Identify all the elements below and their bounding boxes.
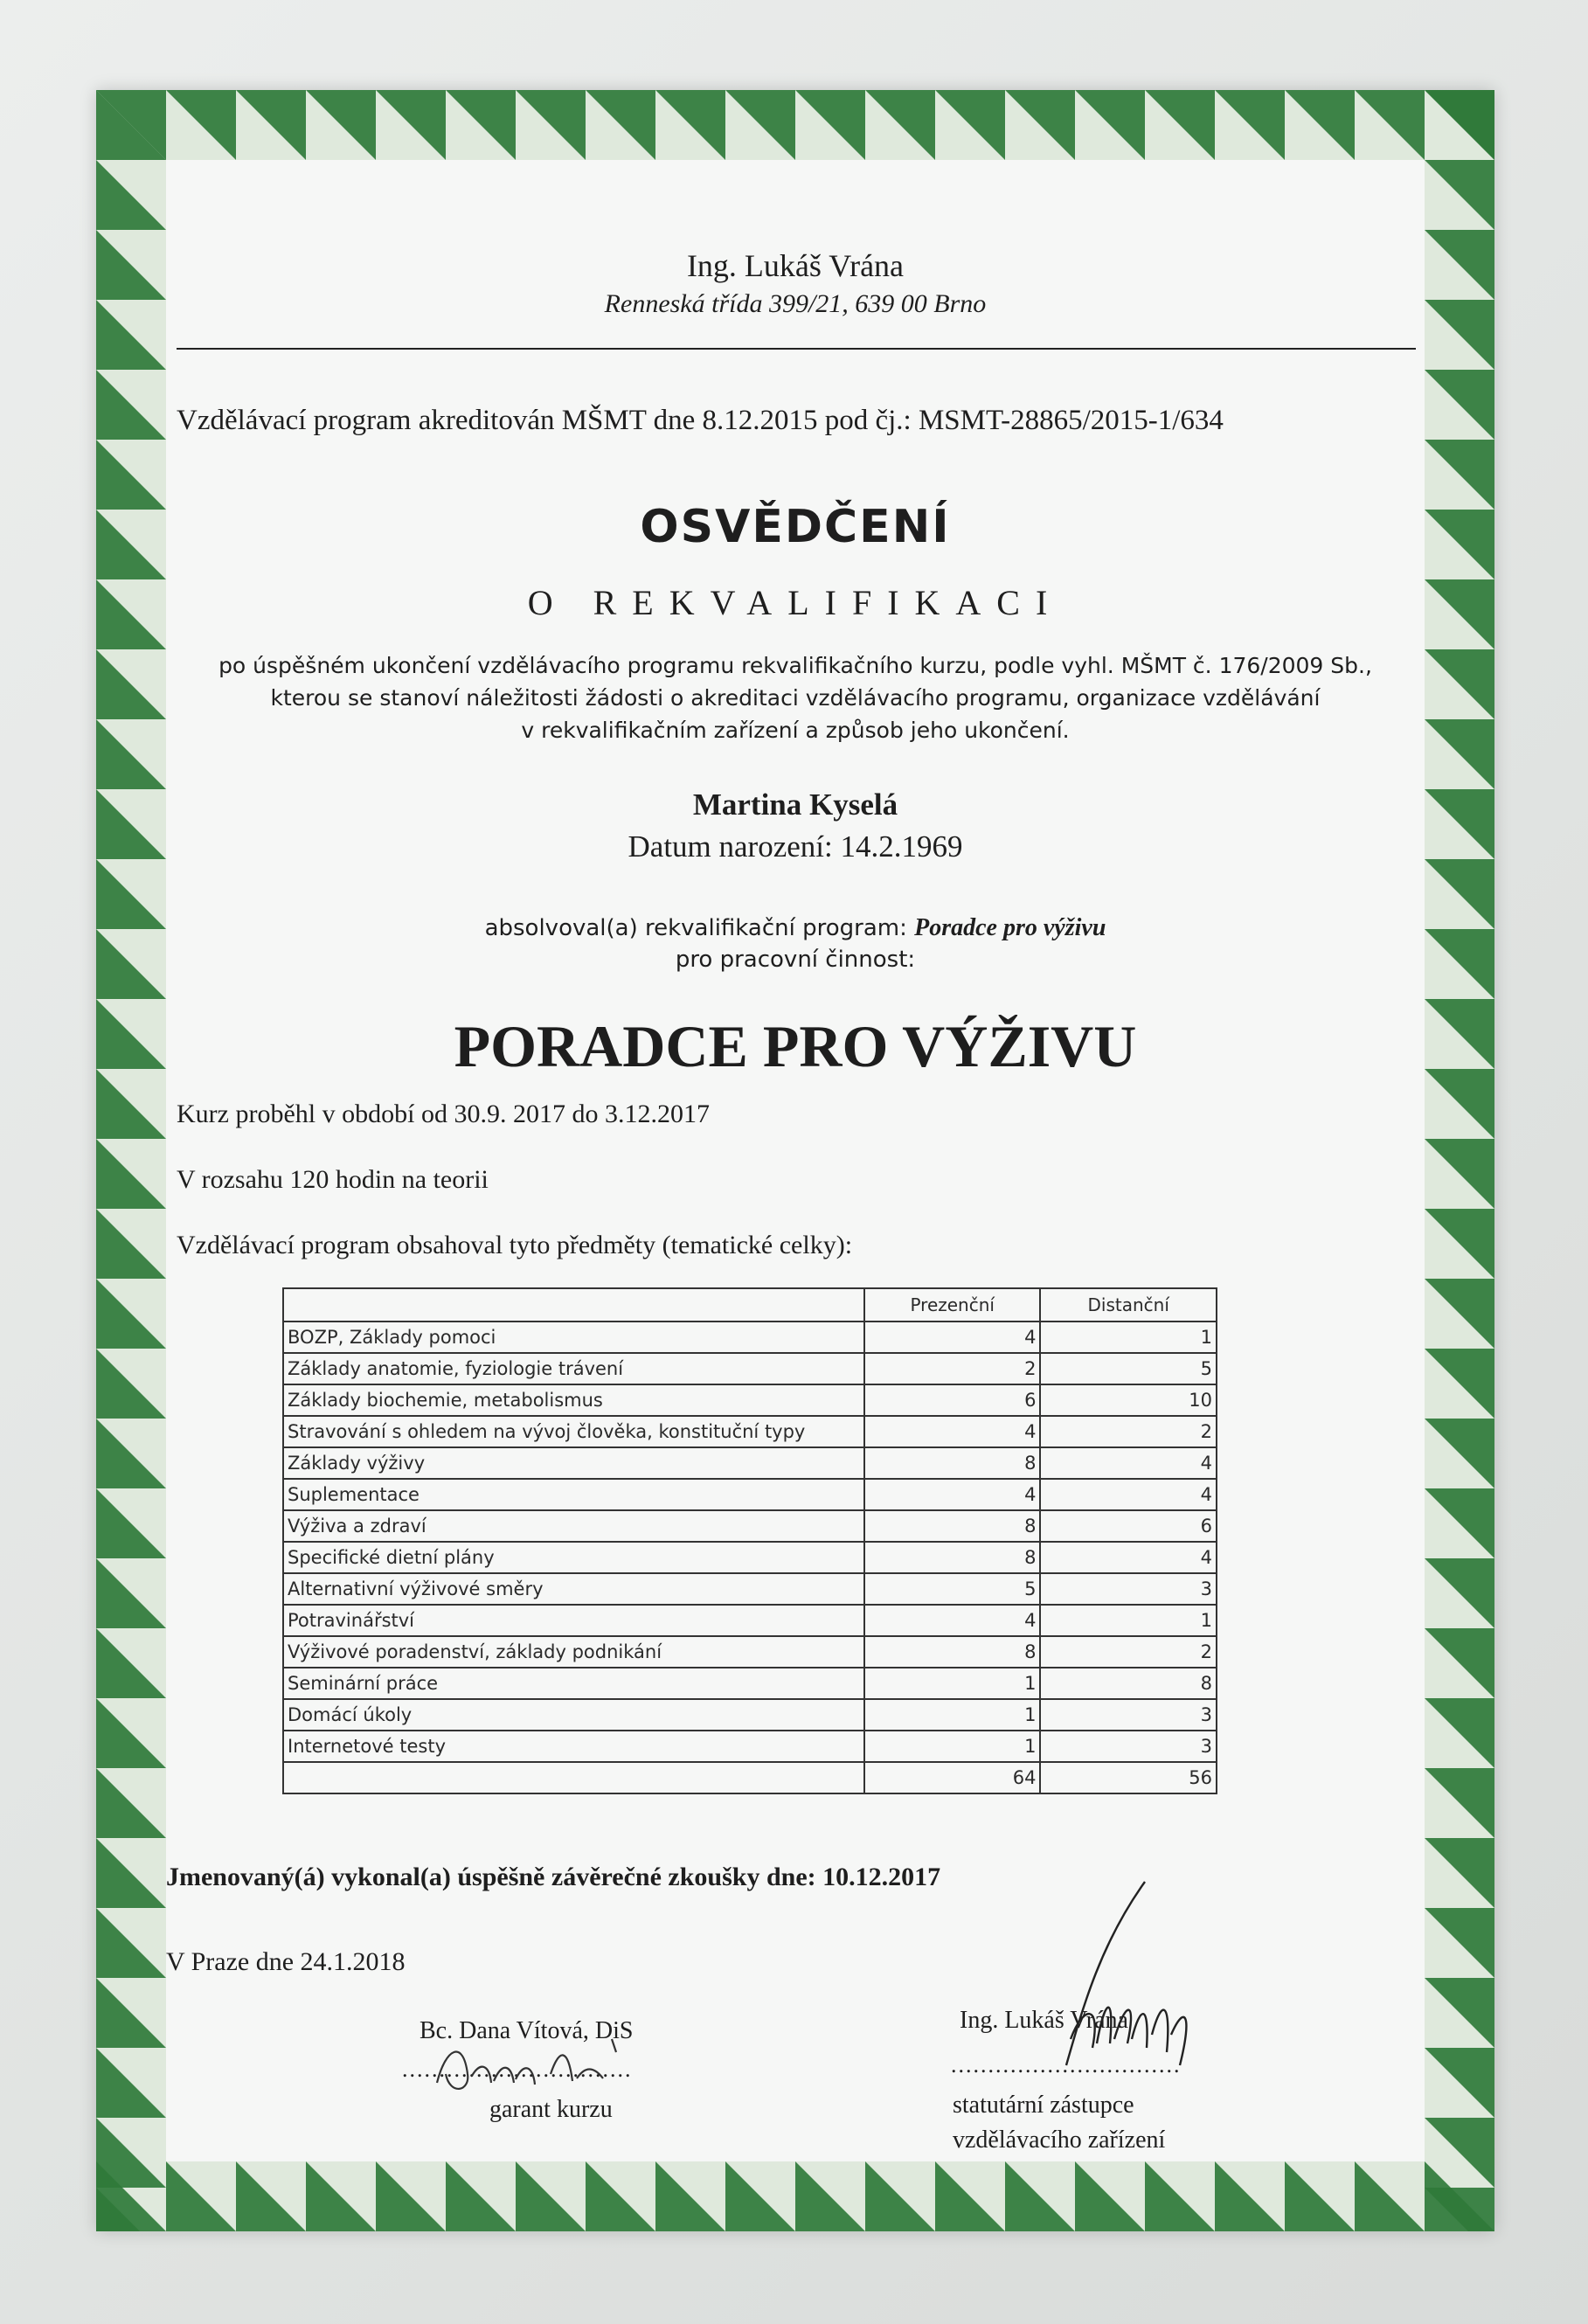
- guarantor-signature-line: ...............................: [402, 2057, 633, 2082]
- presence-hours-cell: 4: [864, 1605, 1041, 1636]
- director-name: Ing. Lukáš Vrána: [960, 2007, 1128, 2034]
- subject-name-cell: Stravování s ohledem na vývoj člověka, konstituční typy: [283, 1416, 864, 1447]
- distance-hours-cell: 4: [1040, 1542, 1217, 1573]
- distance-hours-cell: 2: [1040, 1636, 1217, 1668]
- guarantor-signature: [428, 2013, 690, 2109]
- presence-hours-cell: 4: [864, 1322, 1041, 1353]
- table-row: [283, 1605, 1217, 1636]
- legal-line: po úspěšném ukončení vzdělávacího programu rekvalifikačního kurzu, podle vyhl. MŠMT č. 176/2009 Sb.,: [218, 653, 1372, 678]
- table-row: [283, 1416, 1217, 1447]
- distance-hours-cell: 2: [1040, 1416, 1217, 1447]
- subject-name-cell: Základy anatomie, fyziologie trávení: [283, 1353, 864, 1384]
- table-row: [283, 1384, 1217, 1416]
- subject-name-cell: Specifické dietní plány: [283, 1542, 864, 1573]
- legal-basis-text: [184, 649, 1407, 746]
- table-header-subject: [283, 1288, 864, 1322]
- birth-date-label: Datum narození:: [628, 829, 833, 864]
- table-row: [283, 1668, 1217, 1699]
- presence-hours-cell: 4: [864, 1416, 1041, 1447]
- subjects-intro: Vzdělávací program obsahoval tyto předměty (tematické celky):: [177, 1231, 853, 1259]
- birth-date-line: [166, 829, 1425, 864]
- birth-date-value: 14.2.1969: [840, 829, 963, 864]
- presence-hours-cell: 1: [864, 1668, 1041, 1699]
- distance-hours-cell: 3: [1040, 1573, 1217, 1605]
- table-row: [283, 1731, 1217, 1762]
- distance-hours-cell: 1: [1040, 1322, 1217, 1353]
- subjects-table: [282, 1287, 1217, 1794]
- distance-total-cell: 56: [1040, 1762, 1217, 1793]
- subject-name-cell: Základy výživy: [283, 1447, 864, 1479]
- subject-name-cell: Potravinářství: [283, 1605, 864, 1636]
- presence-hours-cell: 8: [864, 1542, 1041, 1573]
- table-body: [283, 1322, 1217, 1793]
- table-row: [283, 1542, 1217, 1573]
- presence-hours-cell: 4: [864, 1479, 1041, 1510]
- guarantor-name: Bc. Dana Vítová, DiS: [420, 2017, 634, 2044]
- program-name: Poradce pro výživu: [914, 914, 1106, 941]
- subject-name-cell: Internetové testy: [283, 1731, 864, 1762]
- accreditation-text: Vzdělávací program akreditován MŠMT dne 8.12.2015 pod čj.: MSMT-28865/2015-1/634: [177, 405, 1224, 436]
- header-divider: [177, 348, 1416, 350]
- course-period: Kurz proběhl v období od 30.9. 2017 do 3.12.2017: [177, 1100, 710, 1128]
- subject-name-cell: Seminární práce: [283, 1668, 864, 1699]
- presence-hours-cell: 2: [864, 1353, 1041, 1384]
- place-and-date: V Praze dne 24.1.2018: [166, 1947, 406, 1976]
- final-exam-statement: Jmenovaný(á) vykonal(a) úspěšně závěrečné zkoušky dne: 10.12.2017: [166, 1863, 941, 1891]
- table-header-row: [283, 1288, 1217, 1322]
- activity-label: pro pracovní činnost:: [675, 947, 916, 973]
- guarantor-role: garant kurzu: [489, 2096, 613, 2123]
- distance-hours-cell: 3: [1040, 1731, 1217, 1762]
- table-row: [283, 1573, 1217, 1605]
- presence-hours-cell: 6: [864, 1384, 1041, 1416]
- certificate-subtitle: O REKVALIFIKACI: [527, 583, 1064, 622]
- table-row: [283, 1699, 1217, 1731]
- presence-hours-cell: 8: [864, 1636, 1041, 1668]
- director-role-line1: statutární zástupce: [953, 2092, 1134, 2119]
- presence-hours-cell: 1: [864, 1699, 1041, 1731]
- presence-hours-cell: 5: [864, 1573, 1041, 1605]
- distance-hours-cell: 1: [1040, 1605, 1217, 1636]
- profession-title: PORADCE PRO VÝŽIVU: [454, 1013, 1137, 1079]
- certificate-sheet: [96, 90, 1494, 2231]
- subject-name-cell: Výživa a zdraví: [283, 1510, 864, 1542]
- distance-hours-cell: 4: [1040, 1447, 1217, 1479]
- subject-name-cell: Suplementace: [283, 1479, 864, 1510]
- table-row: [283, 1510, 1217, 1542]
- table-row: [283, 1353, 1217, 1384]
- distance-hours-cell: 10: [1040, 1384, 1217, 1416]
- distance-hours-cell: 6: [1040, 1510, 1217, 1542]
- presence-total-cell: 64: [864, 1762, 1041, 1793]
- distance-hours-cell: 3: [1040, 1699, 1217, 1731]
- director-role-line2: vzdělávacího zařízení: [953, 2126, 1166, 2154]
- distance-hours-cell: 4: [1040, 1479, 1217, 1510]
- presence-hours-cell: 1: [864, 1731, 1041, 1762]
- presence-hours-cell: 8: [864, 1510, 1041, 1542]
- table-row: [283, 1636, 1217, 1668]
- subject-name-cell: Výživové poradenství, základy podnikání: [283, 1636, 864, 1668]
- table-row: [283, 1447, 1217, 1479]
- program-completion-line: [166, 914, 1425, 942]
- subject-name-cell: Domácí úkoly: [283, 1699, 864, 1731]
- director-signature-line: ...............................: [951, 2052, 1182, 2078]
- distance-hours-cell: 5: [1040, 1353, 1217, 1384]
- table-header-distance: Distanční: [1040, 1288, 1217, 1322]
- table-header-presence: Prezenční: [864, 1288, 1041, 1322]
- director-signature: [996, 1873, 1241, 2074]
- subject-name-cell: Základy biochemie, metabolismus: [283, 1384, 864, 1416]
- subject-name-cell: BOZP, Základy pomoci: [283, 1322, 864, 1353]
- issuer-address: Renneská třída 399/21, 639 00 Brno: [604, 289, 987, 318]
- table-row: [283, 1479, 1217, 1510]
- distance-hours-cell: 8: [1040, 1668, 1217, 1699]
- subject-name-cell: Alternativní výživové směry: [283, 1573, 864, 1605]
- totals-label-cell: [283, 1762, 864, 1793]
- program-intro: absolvoval(a) rekvalifikační program:: [484, 915, 907, 941]
- certificate-content: [166, 160, 1425, 2161]
- table-row: [283, 1322, 1217, 1353]
- holder-name: Martina Kyselá: [692, 787, 898, 822]
- legal-line: kterou se stanoví náležitosti žádosti o akreditaci vzdělávacího programu, organizace vzdělávání: [270, 685, 1321, 711]
- course-scope: V rozsahu 120 hodin na teorii: [177, 1165, 489, 1194]
- issuer-name: Ing. Lukáš Vrána: [686, 248, 905, 283]
- certificate-title: OSVĚDČENÍ: [640, 501, 951, 553]
- presence-hours-cell: 8: [864, 1447, 1041, 1479]
- totals-row: [283, 1762, 1217, 1793]
- legal-line: v rekvalifikačním zařízení a způsob jeho ukončení.: [521, 718, 1070, 743]
